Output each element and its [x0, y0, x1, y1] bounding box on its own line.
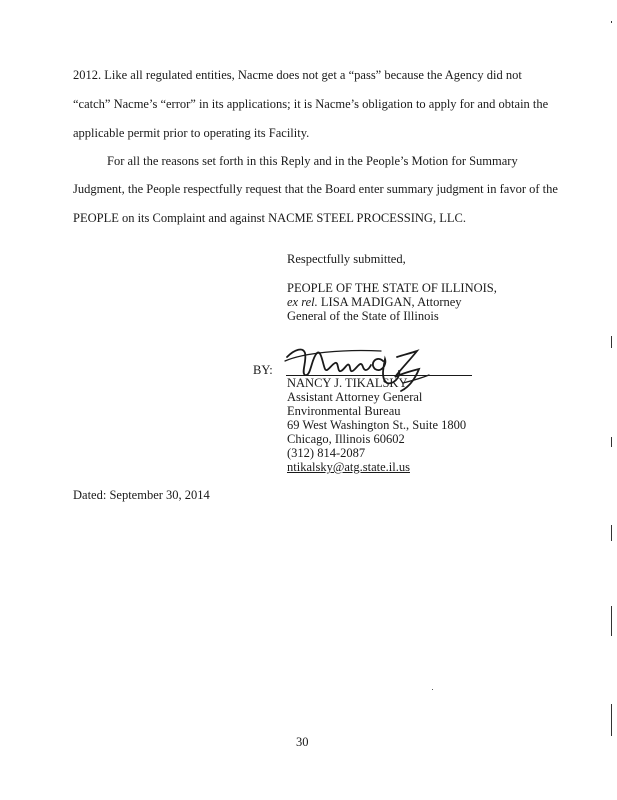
paragraph-1-line-1: 2012. Like all regulated entities, Nacme does not get a “pass” because the Agency did not	[73, 68, 522, 82]
party-line-2	[287, 295, 462, 309]
scan-edge-mark	[611, 704, 612, 736]
attorney-name: NANCY J. TIKALSKY	[287, 376, 408, 390]
by-label: BY:	[253, 363, 273, 377]
attorney-bureau: Environmental Bureau	[287, 404, 401, 418]
scan-edge-mark	[611, 336, 612, 348]
paragraph-2-line-3: PEOPLE on its Complaint and against NACME STEEL PROCESSING, LLC.	[73, 211, 466, 225]
page-number: 30	[296, 735, 309, 749]
party-line-3: General of the State of Illinois	[287, 309, 439, 323]
closing-text: Respectfully submitted,	[287, 252, 406, 266]
attorney-phone: (312) 814-2087	[287, 446, 366, 460]
attorney-email: ntikalsky@atg.state.il.us	[287, 460, 410, 474]
paragraph-2-line-2: Judgment, the People respectfully request that the Board enter summary judgment in favor of the	[73, 182, 558, 196]
scan-edge-mark	[611, 21, 612, 23]
scan-edge-mark	[611, 606, 612, 636]
attorney-address-2: Chicago, Illinois 60602	[287, 432, 405, 446]
party-line-2-rest: LISA MADIGAN, Attorney	[317, 295, 462, 309]
paragraph-1-line-3: applicable permit prior to operating its Facility.	[73, 126, 310, 140]
paragraph-1-line-2: “catch” Nacme’s “error” in its applications; it is Nacme’s obligation to apply for and obtain the	[73, 97, 549, 111]
party-line-1: PEOPLE OF THE STATE OF ILLINOIS,	[287, 281, 497, 295]
scan-speck	[432, 689, 433, 690]
dated-line: Dated: September 30, 2014	[73, 488, 210, 502]
attorney-title: Assistant Attorney General	[287, 390, 423, 404]
scan-edge-mark	[611, 525, 612, 541]
ex-rel-text: ex rel.	[287, 295, 318, 309]
attorney-address-1: 69 West Washington St., Suite 1800	[287, 418, 467, 432]
paragraph-2-line-1: For all the reasons set forth in this Reply and in the People’s Motion for Summary	[107, 154, 518, 168]
scan-edge-mark	[611, 437, 612, 447]
